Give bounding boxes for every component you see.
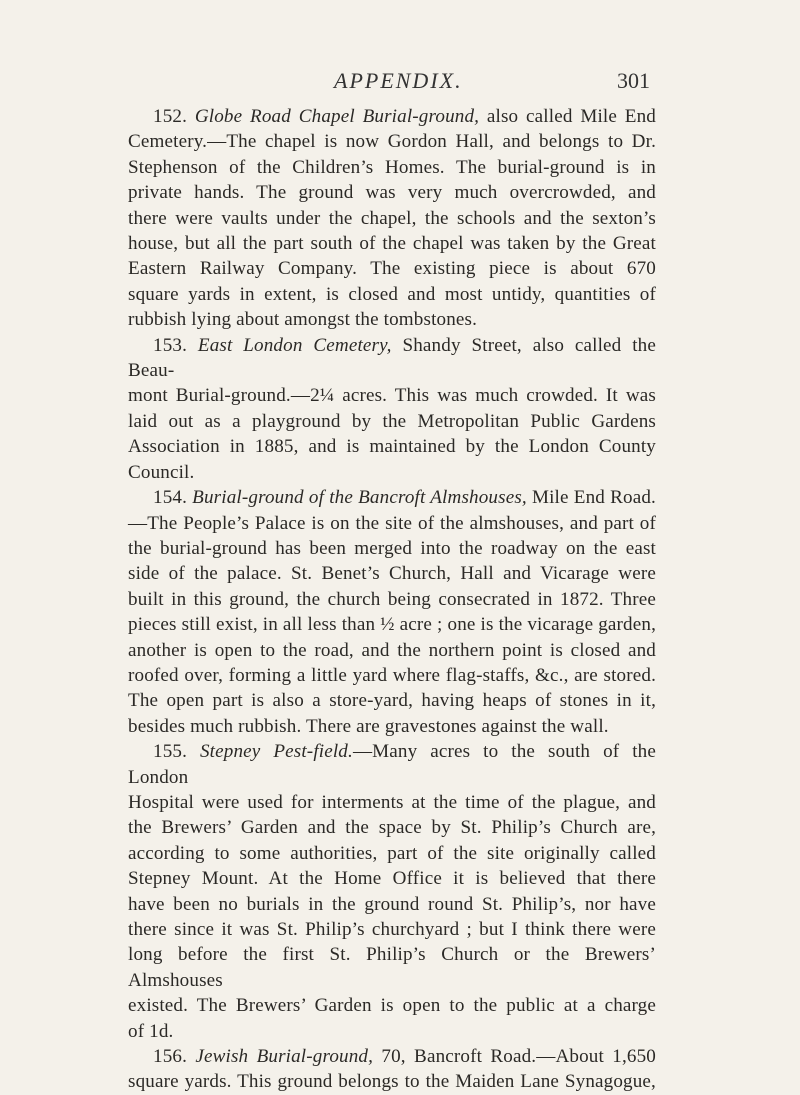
text-line: square yards in extent, is closed and most untidy, quantities of <box>128 283 656 305</box>
text-line: private hands. The ground was very much overcrowded, and <box>128 182 656 204</box>
entry-153 <box>128 333 656 485</box>
text-line: Stepney Mount. At the Home Office it is believed that there <box>128 868 656 890</box>
text-line: the Brewers’ Garden and the space by St. Philip’s Church are, <box>128 817 656 839</box>
entry-first-line <box>128 333 656 384</box>
text-line: house, but all the part south of the chapel was taken by the Great <box>128 233 656 255</box>
entry-number: 152. <box>153 106 188 127</box>
entry-title: Stepney Pest-field. <box>199 741 353 763</box>
text-line: built in this ground, the church being consecrated in 1872. Three <box>128 588 656 610</box>
text-line: of 1d. <box>128 1020 174 1042</box>
text-line: laid out as a playground by the Metropolitan Public Gardens <box>128 410 656 432</box>
entry-title: Globe Road Chapel Burial-ground, <box>194 106 480 127</box>
running-head-title: APPENDIX. <box>334 68 463 93</box>
text-line: the burial-ground has been merged into the roadway on the east <box>128 537 656 559</box>
text-line: there since it was St. Philip’s churchyard ; but I think there were <box>128 919 656 940</box>
entry-152 <box>128 104 656 333</box>
running-head <box>0 68 800 104</box>
text-line: Association in 1885, and is maintained by the London County <box>128 436 656 458</box>
text-line: 70, Bancroft Road.—About 1,650 <box>373 1046 656 1068</box>
entry-154 <box>128 485 656 739</box>
text-line: —Many acres to the south of the London <box>128 741 656 788</box>
text-line: Stephenson of the Children’s Homes. The burial-ground is in <box>128 156 656 178</box>
text-line: Hospital were used for interments at the time of the plague, and <box>128 791 656 813</box>
entry-first-line <box>128 739 656 790</box>
text-line: Council. <box>128 461 195 483</box>
entry-155 <box>128 739 656 1044</box>
page-number: 301 <box>617 68 650 93</box>
text-line: according to some authorities, part of the site originally called <box>128 842 656 864</box>
text-line: —The People’s Palace is on the site of the almshouses, and part of <box>128 512 656 534</box>
entry-title: Jewish Burial-ground, <box>195 1046 374 1068</box>
text-line: Shandy Street, also called the Beau- <box>128 334 657 382</box>
text-line: Cemetery.—The chapel is now Gordon Hall, and belongs to Dr. <box>128 131 656 153</box>
text-line: have been no burials in the ground round St. Philip’s, nor have <box>128 893 656 915</box>
text-line: long before the first St. Philip’s Church or the Brewers’ Almshouses <box>128 944 656 991</box>
entry-156 <box>128 1044 656 1095</box>
text-line: Eastern Railway Company. The existing piece is about 670 <box>128 258 656 280</box>
text-line: Mile End Road. <box>526 487 656 509</box>
text-line: there were vaults under the chapel, the schools and the sexton’s <box>128 207 656 229</box>
text-line: existed. The Brewers’ Garden is open to the public at a charge <box>128 995 656 1017</box>
entry-title: Burial-ground of the Bancroft Almshouses, <box>192 487 527 509</box>
entry-first-line <box>128 485 656 510</box>
body-text <box>128 104 656 1095</box>
text-line: besides much rubbish. There are gravestones against the wall. <box>128 715 609 737</box>
entry-first-line <box>128 1044 656 1069</box>
entry-title: East London Cemetery, <box>197 334 392 356</box>
entry-number: 153. <box>153 334 188 356</box>
text-line: side of the palace. St. Benet’s Church, Hall and Vicarage were <box>128 563 656 585</box>
entry-number: 156. <box>153 1046 188 1068</box>
text-line: mont Burial-ground.—2¼ acres. This was much crowded. It was <box>128 385 656 407</box>
text-line: pieces still exist, in all less than ½ acre ; one is the vicarage garden, <box>128 614 656 636</box>
entry-first-line <box>128 104 656 129</box>
text-line: also called Mile End <box>479 106 656 127</box>
entry-number: 155. <box>153 741 188 763</box>
text-line: rubbish lying about amongst the tombstones. <box>128 309 478 331</box>
entry-number: 154. <box>153 487 188 509</box>
text-line: square yards. This ground belongs to the Maiden Lane Synagogue, <box>128 1071 656 1093</box>
text-line: another is open to the road, and the northern point is closed and <box>128 639 656 661</box>
text-line: The open part is also a store-yard, having heaps of stones in it, <box>128 690 656 712</box>
text-line: roofed over, forming a little yard where flag-staffs, &c., are stored. <box>128 664 656 686</box>
